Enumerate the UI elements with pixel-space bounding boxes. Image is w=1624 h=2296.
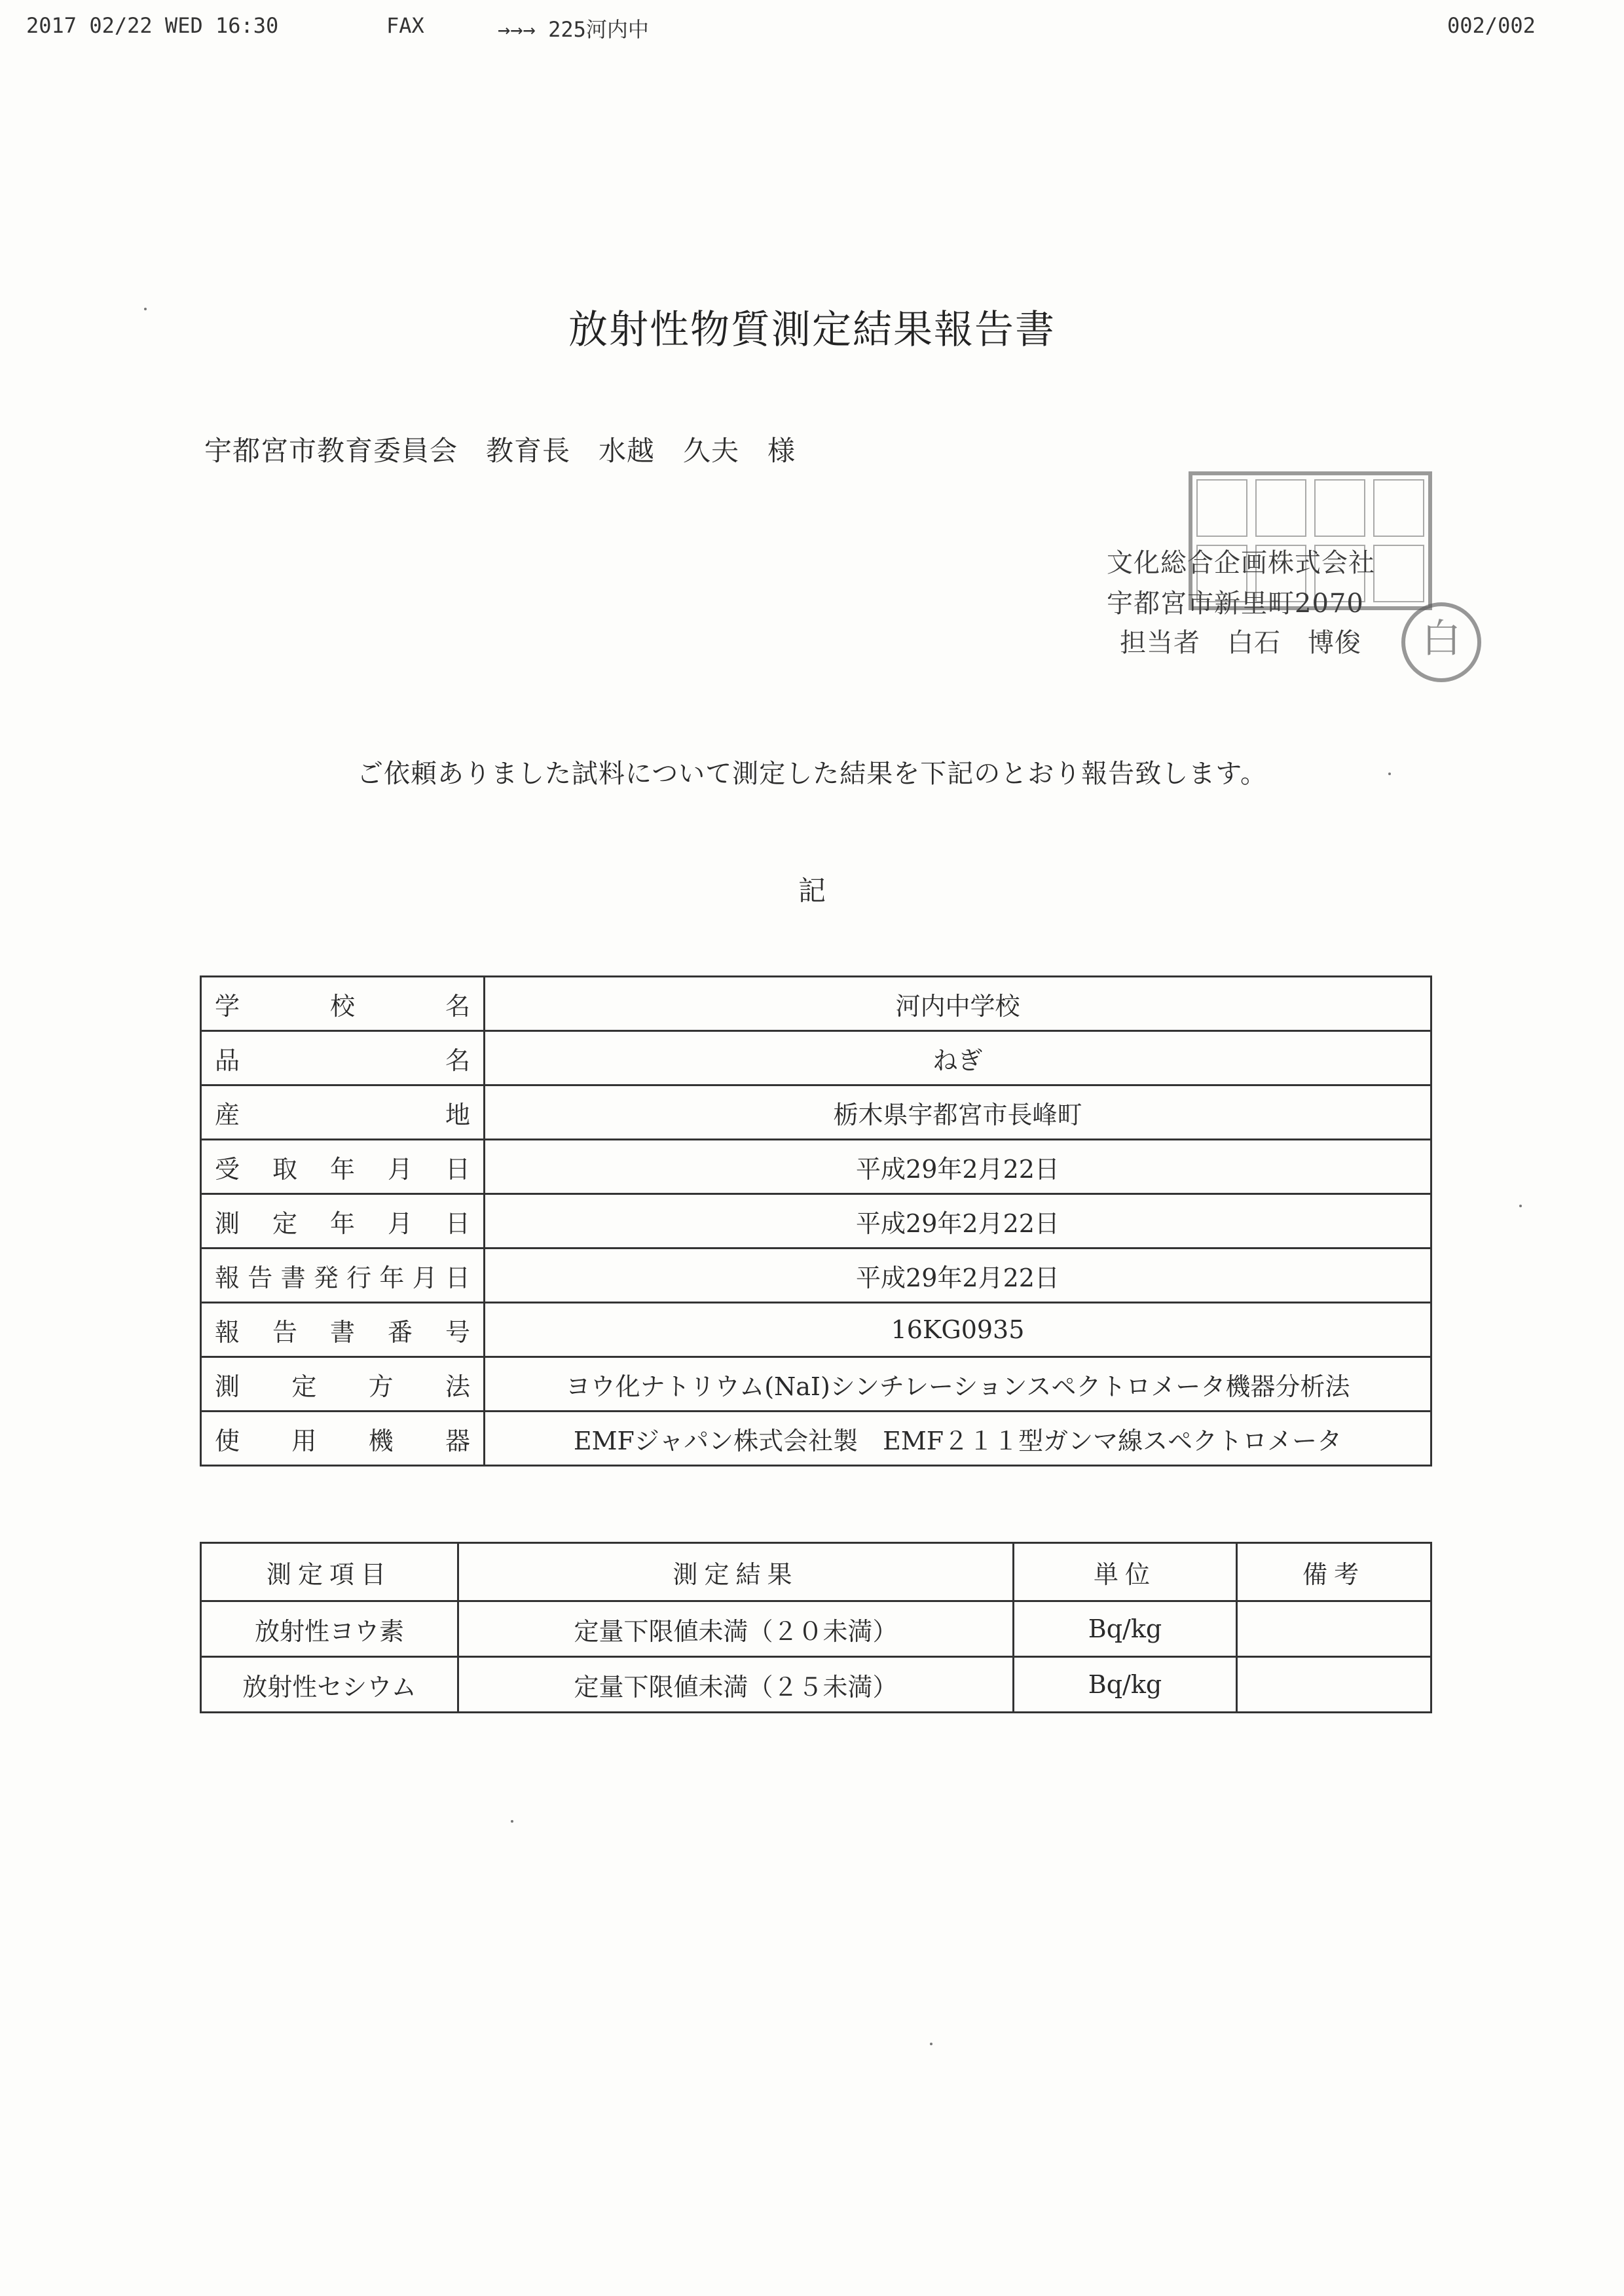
- info-label: [201, 1303, 485, 1357]
- recipient: 宇都宮市教育委員会 教育長 水越 久夫 様: [204, 435, 796, 467]
- info-label: [201, 1248, 485, 1303]
- info-label-text: 産地: [215, 1100, 470, 1129]
- info-label-text: 測定年月日: [215, 1209, 470, 1238]
- info-label: [201, 1140, 485, 1194]
- info-label-text: 使用機器: [215, 1426, 470, 1455]
- info-label-text: 品名: [215, 1046, 470, 1075]
- sender-company: 文化総合企画株式会社: [1107, 548, 1375, 578]
- info-label: [201, 1194, 485, 1248]
- info-label: [201, 977, 485, 1031]
- table-row: [201, 1303, 1431, 1357]
- results-header-row: [201, 1543, 1431, 1601]
- info-label: [201, 1031, 485, 1085]
- info-label: [201, 1357, 485, 1412]
- table-row: [201, 1031, 1431, 1085]
- info-label-text: 学校名: [215, 991, 470, 1021]
- info-value: 16KG0935: [485, 1303, 1431, 1357]
- speck: [144, 308, 147, 310]
- table-row: [201, 1657, 1431, 1713]
- personal-seal: 白: [1401, 602, 1481, 682]
- info-label-text: 報告書発行年月日: [215, 1263, 470, 1292]
- info-value: ヨウ化ナトリウム(NaI)シンチレーションスペクトロメータ機器分析法: [485, 1357, 1431, 1412]
- fax-header: [0, 9, 1624, 41]
- speck: [1388, 773, 1391, 775]
- header-result: 測定結果: [458, 1543, 1014, 1601]
- header-item: 測定項目: [201, 1543, 458, 1601]
- info-label-text: 受取年月日: [215, 1154, 470, 1184]
- result-item: 放射性ヨウ素: [201, 1601, 458, 1657]
- table-row: [201, 1085, 1431, 1140]
- info-value: 平成29年2月22日: [485, 1248, 1431, 1303]
- info-value: 平成29年2月22日: [485, 1194, 1431, 1248]
- info-value: 平成29年2月22日: [485, 1140, 1431, 1194]
- result-unit: Bq/kg: [1014, 1601, 1237, 1657]
- table-row: [201, 1194, 1431, 1248]
- sample-info-table: [200, 975, 1432, 1467]
- result-note: [1237, 1601, 1431, 1657]
- fax-page: 002/002: [1447, 13, 1536, 38]
- table-row: [201, 1412, 1431, 1466]
- intro-text: ご依頼ありました試料について測定した結果を下記のとおり報告致します。: [357, 759, 1267, 789]
- info-value: 河内中学校: [485, 977, 1431, 1031]
- table-row: [201, 1357, 1431, 1412]
- info-label-text: 測定方法: [215, 1372, 470, 1401]
- table-row: [201, 1140, 1431, 1194]
- info-label: [201, 1085, 485, 1140]
- header-note: 備考: [1237, 1543, 1431, 1601]
- fax-type: FAX: [386, 13, 424, 38]
- document-title: 放射性物質測定結果報告書: [568, 307, 1056, 353]
- speck: [1519, 1205, 1522, 1207]
- info-label: [201, 1412, 485, 1466]
- results-table: [200, 1542, 1432, 1713]
- result-unit: Bq/kg: [1014, 1657, 1237, 1713]
- table-row: [201, 1248, 1431, 1303]
- table-row: [201, 977, 1431, 1031]
- speck: [930, 2043, 932, 2045]
- info-value: EMFジャパン株式会社製 EMF２１１型ガンマ線スペクトロメータ: [485, 1412, 1431, 1466]
- result-value: 定量下限値未満（２０未満）: [458, 1601, 1014, 1657]
- sender-address: 宇都宮市新里町2070: [1107, 589, 1364, 619]
- ki-heading: 記: [798, 875, 826, 907]
- header-unit: 単位: [1014, 1543, 1237, 1601]
- info-value: ねぎ: [485, 1031, 1431, 1085]
- fax-datetime: 2017 02/22 WED 16:30: [26, 13, 279, 38]
- sender-person: 担当者 白石 博俊: [1120, 628, 1361, 658]
- result-item: 放射性セシウム: [201, 1657, 458, 1713]
- fax-route: →→→ 225河内中: [498, 17, 649, 42]
- info-value: 栃木県宇都宮市長峰町: [485, 1085, 1431, 1140]
- speck: [511, 1820, 513, 1823]
- result-value: 定量下限値未満（２５未満）: [458, 1657, 1014, 1713]
- result-note: [1237, 1657, 1431, 1713]
- info-label-text: 報告書番号: [215, 1317, 470, 1347]
- table-row: [201, 1601, 1431, 1657]
